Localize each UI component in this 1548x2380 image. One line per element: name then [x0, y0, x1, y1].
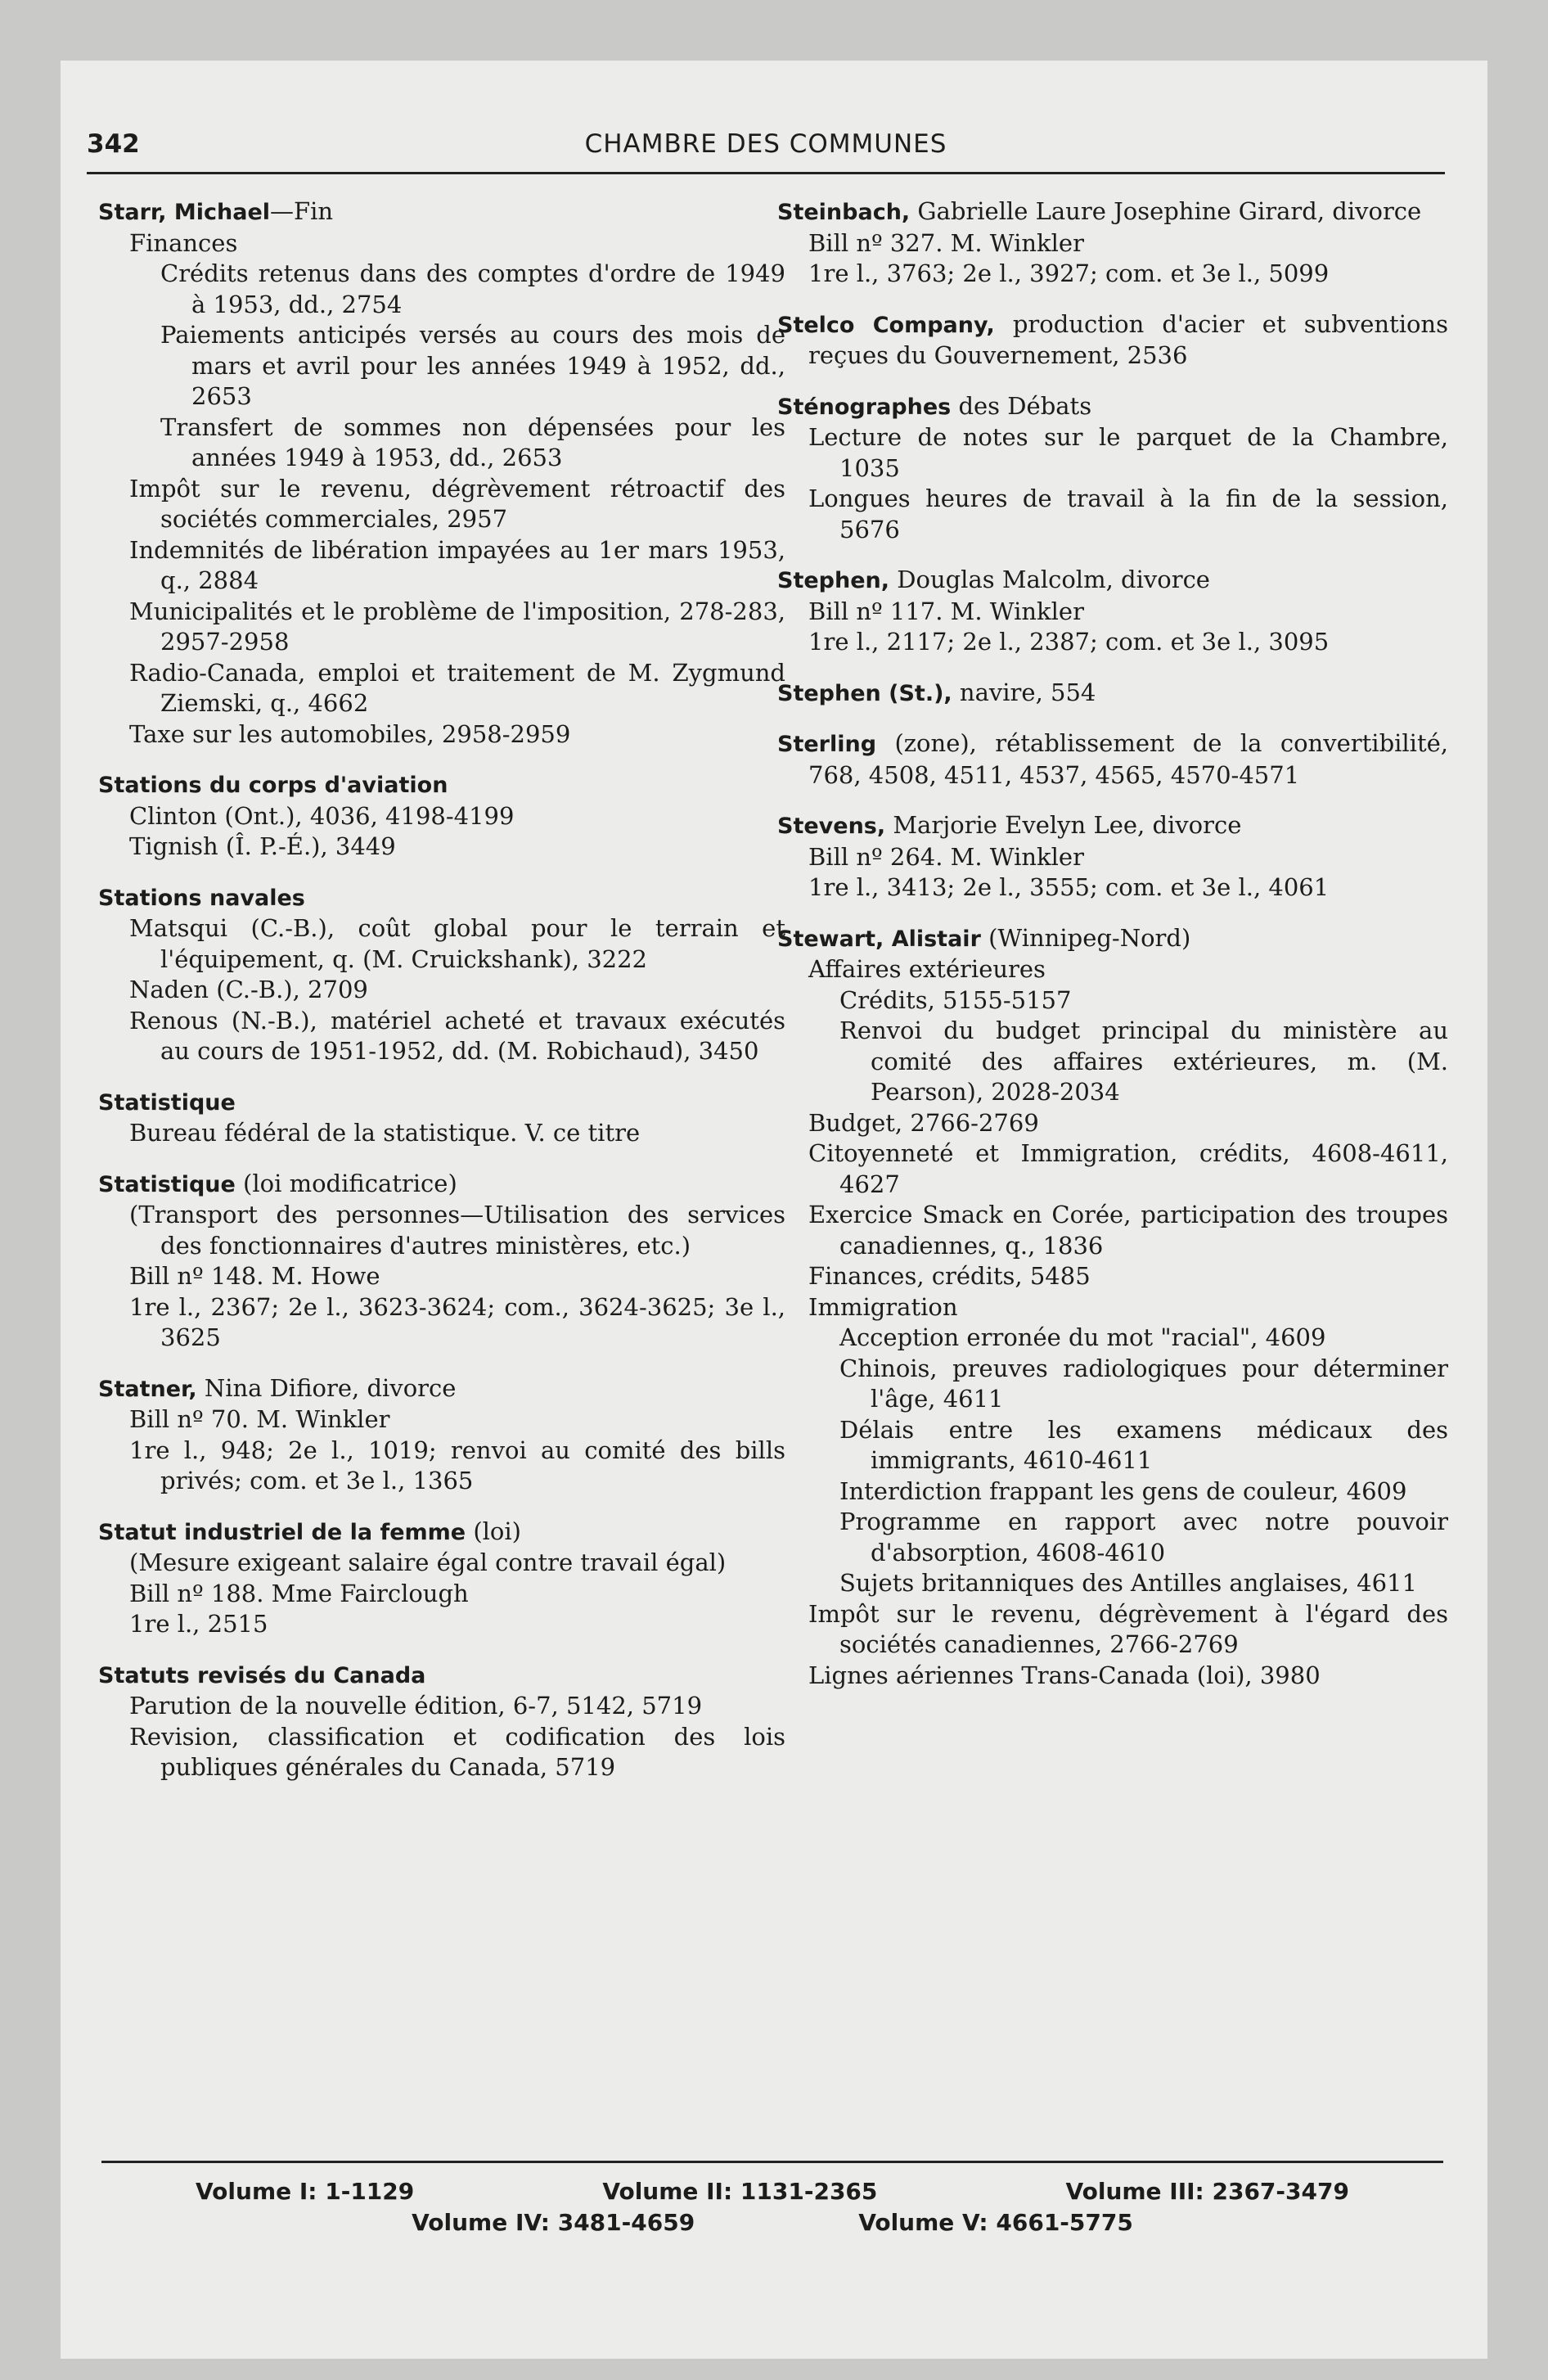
- entry-heading: [777, 196, 1448, 228]
- entry-text: (Winnipeg-Nord): [980, 923, 1191, 952]
- entry-subline: [98, 228, 785, 259]
- entry-head-term: Stephen,: [777, 568, 890, 593]
- entry-head-term: Statner,: [98, 1376, 197, 1402]
- entry-head-term: Steinbach,: [777, 200, 911, 225]
- entry-text: Bill nº 327. M. Winkler: [808, 228, 1084, 257]
- entry-head-term: Statistique: [98, 1171, 236, 1197]
- entry-subline: [98, 1200, 785, 1261]
- entry-subline: [777, 1261, 1448, 1292]
- entry-text: 1re l., 3413; 2e l., 3555; com. et 3e l., 4061: [808, 873, 1330, 901]
- entry-subline: [777, 1016, 1448, 1108]
- entry-text: 1re l., 3763; 2e l., 3927; com. et 3e l., 5099: [808, 259, 1330, 287]
- entry-text: Nina Difiore, divorce: [196, 1373, 457, 1402]
- entry-text: Crédits, 5155-5157: [839, 985, 1072, 1014]
- entry-subline: [98, 975, 785, 1006]
- entry-subline: [98, 597, 785, 658]
- entry-subline: [98, 1579, 785, 1610]
- entry-text: Crédits retenus dans des comptes d'ordre de 1949 à 1953, dd., 2754: [160, 259, 785, 318]
- entry-subline: [777, 954, 1448, 985]
- entry-text: 1re l., 2117; 2e l., 2387; com. et 3e l., 3095: [808, 628, 1330, 656]
- volume-range: Volume II: 1131-2365: [602, 2178, 878, 2205]
- entry-subline: [777, 1507, 1448, 1568]
- index-column-right: [777, 196, 1448, 1711]
- entry-heading: [777, 810, 1448, 842]
- index-entry: [98, 196, 785, 750]
- index-entry: [98, 769, 785, 863]
- index-entry: [777, 309, 1448, 372]
- entry-heading: [98, 882, 785, 914]
- entry-text: Immigration: [808, 1292, 958, 1321]
- entry-subline: [98, 1118, 785, 1149]
- entry-heading: [98, 1373, 785, 1405]
- page-number: 342: [87, 129, 140, 159]
- entry-text: Impôt sur le revenu, dégrèvement rétroactif des sociétés commerciales, 2957: [129, 474, 785, 533]
- index-column-left: [98, 196, 785, 1803]
- entry-subline: [98, 1292, 785, 1354]
- entry-subline: [98, 658, 785, 719]
- entry-text: Radio-Canada, emploi et traitement de M. Zygmund Ziemski, q., 4662: [129, 658, 785, 717]
- entry-text: Municipalités et le problème de l'imposition, 278-283, 2957-2958: [129, 597, 785, 656]
- entry-text: Renvoi du budget principal du ministère au comité des affaires extérieures, m. (M. Pearson), 2028-2034: [839, 1016, 1448, 1106]
- page-title: CHAMBRE DES COMMUNES: [584, 129, 947, 159]
- entry-subline: [777, 1568, 1448, 1599]
- entry-head-term: Statut industriel de la femme: [98, 1519, 466, 1545]
- entry-head-term: Stations navales: [98, 885, 305, 911]
- entry-subline: [777, 1292, 1448, 1323]
- entry-subline: [777, 627, 1448, 658]
- index-entry: [98, 1373, 785, 1497]
- entry-text: 1re l., 2515: [129, 1610, 268, 1638]
- entry-subline: [98, 412, 785, 474]
- entry-text: Lignes aériennes Trans-Canada (loi), 3980: [808, 1661, 1321, 1689]
- entry-heading: [98, 1517, 785, 1548]
- entry-subline: [777, 484, 1448, 545]
- entry-subline: [98, 832, 785, 863]
- entry-text: Naden (C.-B.), 2709: [129, 976, 368, 1003]
- volume-range: Volume IV: 3481-4659: [412, 2209, 695, 2236]
- entry-text: Finances, crédits, 5485: [808, 1262, 1091, 1290]
- index-entry: [777, 923, 1448, 1692]
- entry-heading: [98, 1169, 785, 1201]
- entry-head-term: Statuts revisés du Canada: [98, 1662, 426, 1688]
- entry-text: des Débats: [951, 391, 1092, 420]
- entry-text: Bill nº 264. M. Winkler: [808, 842, 1084, 871]
- entry-subline: [98, 1722, 785, 1783]
- entry-text: Renous (N.-B.), matériel acheté et travaux exécutés au cours de 1951-1952, dd. (M. Robichaud), 3450: [129, 1006, 785, 1065]
- entry-head-term: Stelco Company,: [777, 312, 995, 338]
- entry-subline: [777, 422, 1448, 484]
- entry-heading: [777, 678, 1448, 710]
- entry-text: 1re l., 948; 2e l., 1019; renvoi au comité des bills privés; com. et 3e l., 1365: [129, 1436, 785, 1494]
- entry-subline: [98, 913, 785, 975]
- entry-text: (loi): [466, 1517, 521, 1545]
- entry-subline: [777, 1661, 1448, 1692]
- index-entry: [98, 1169, 785, 1354]
- entry-subline: [98, 1548, 785, 1579]
- index-entry: [98, 882, 785, 1067]
- entry-subline: [98, 1006, 785, 1067]
- entry-text: Lecture de notes sur le parquet de la Chambre, 1035: [808, 423, 1448, 482]
- entry-text: Chinois, preuves radiologiques pour déterminer l'âge, 4611: [839, 1354, 1448, 1413]
- entry-subline: [777, 1200, 1448, 1261]
- entry-subline: [777, 1108, 1448, 1139]
- entry-subline: [98, 535, 785, 597]
- entry-subline: [98, 1436, 785, 1497]
- entry-heading: [777, 391, 1448, 423]
- entry-text: production d'acier et subventions reçues du Gouvernement, 2536: [808, 309, 1448, 369]
- entry-text: Bill nº 188. Mme Fairclough: [129, 1579, 469, 1607]
- entry-head-term: Stevens,: [777, 814, 886, 839]
- entry-subline: [98, 1261, 785, 1292]
- index-entry: [777, 810, 1448, 904]
- entry-heading: [98, 1087, 785, 1119]
- entry-subline: [777, 1415, 1448, 1476]
- volume-range: Volume I: 1-1129: [196, 2178, 415, 2205]
- entry-heading: [98, 1660, 785, 1692]
- entry-subline: [98, 719, 785, 751]
- entry-subline: [777, 259, 1448, 290]
- entry-subline: [777, 1476, 1448, 1508]
- entry-head-term: Stephen (St.),: [777, 680, 952, 706]
- entry-text: navire, 554: [952, 678, 1096, 706]
- index-entry: [777, 728, 1448, 791]
- entry-text: —Fin: [270, 197, 334, 225]
- entry-text: Bill nº 70. M. Winkler: [129, 1405, 390, 1433]
- entry-text: Longues heures de travail à la fin de la session, 5676: [808, 485, 1448, 543]
- entry-text: Indemnités de libération impayées au 1er mars 1953, q., 2884: [129, 535, 785, 594]
- index-entry: [98, 1660, 785, 1783]
- entry-text: Interdiction frappant les gens de couleur, 4609: [839, 1476, 1407, 1505]
- volume-footer: [101, 2161, 1443, 2238]
- entry-heading: [777, 728, 1448, 791]
- entry-subline: [777, 985, 1448, 1016]
- entry-text: Citoyenneté et Immigration, crédits, 4608-4611, 4627: [808, 1139, 1448, 1198]
- index-entry: [98, 1517, 785, 1640]
- entry-text: Taxe sur les automobiles, 2958-2959: [129, 719, 571, 748]
- entry-text: Délais entre les examens médicaux des immigrants, 4610-4611: [839, 1415, 1448, 1474]
- entry-text: Matsqui (C.-B.), coût global pour le terrain et l'équipement, q. (M. Cruickshank), 3222: [129, 914, 785, 973]
- volume-range: Volume III: 2367-3479: [1065, 2178, 1349, 2205]
- index-entry: [98, 1087, 785, 1149]
- entry-text: Tignish (Î. P.-É.), 3449: [129, 832, 396, 860]
- page-header: [87, 129, 1445, 174]
- entry-heading: [777, 923, 1448, 955]
- index-entry: [777, 565, 1448, 658]
- entry-text: Marjorie Evelyn Lee, divorce: [885, 811, 1242, 839]
- entry-subline: [777, 597, 1448, 628]
- entry-head-term: Statistique: [98, 1089, 236, 1116]
- entry-text: Exercice Smack en Corée, participation des troupes canadiennes, q., 1836: [808, 1201, 1448, 1260]
- entry-text: Acception erronée du mot "racial", 4609: [839, 1323, 1326, 1351]
- entry-text: Gabrielle Laure Josephine Girard, divorce: [910, 197, 1422, 225]
- entry-text: Paiements anticipés versés au cours des mois de mars et avril pour les années 1949 à 1952, dd., 2653: [160, 321, 785, 410]
- entry-head-term: Stewart, Alistair: [777, 926, 981, 952]
- entry-head-term: Sterling: [777, 732, 877, 757]
- entry-text: Programme en rapport avec notre pouvoir d'absorption, 4608-4610: [839, 1508, 1448, 1566]
- entry-text: Douglas Malcolm, divorce: [889, 566, 1210, 593]
- index-entry: [777, 196, 1448, 290]
- entry-subline: [98, 320, 785, 412]
- entry-text: (loi modificatrice): [235, 1169, 457, 1197]
- entry-text: Finances: [129, 228, 238, 257]
- entry-text: Parution de la nouvelle édition, 6-7, 5142, 5719: [129, 1692, 703, 1720]
- entry-subline: [777, 1599, 1448, 1661]
- footer-divider: [101, 2161, 1443, 2163]
- entry-subline: [98, 1404, 785, 1436]
- entry-subline: [777, 842, 1448, 873]
- entry-text: 1re l., 2367; 2e l., 3623-3624; com., 3624-3625; 3e l., 3625: [129, 1292, 785, 1351]
- entry-subline: [777, 228, 1448, 259]
- entry-subline: [98, 801, 785, 832]
- volume-range: Volume V: 4661-5775: [858, 2209, 1133, 2236]
- entry-subline: [98, 1609, 785, 1640]
- entry-text: Bureau fédéral de la statistique. V. ce titre: [129, 1119, 641, 1147]
- entry-text: Bill nº 117. M. Winkler: [808, 597, 1084, 625]
- entry-subline: [777, 1354, 1448, 1415]
- entry-text: (Mesure exigeant salaire égal contre travail égal): [129, 1548, 727, 1576]
- entry-subline: [98, 474, 785, 535]
- entry-subline: [777, 1138, 1448, 1200]
- entry-heading: [98, 769, 785, 801]
- index-entry: [777, 391, 1448, 546]
- entry-heading: [777, 565, 1448, 597]
- entry-heading: [98, 196, 785, 228]
- entry-text: Budget, 2766-2769: [808, 1108, 1039, 1137]
- entry-text: Impôt sur le revenu, dégrèvement à l'égard des sociétés canadiennes, 2766-2769: [808, 1599, 1448, 1658]
- entry-subline: [777, 1323, 1448, 1354]
- entry-text: (zone), rétablissement de la convertibilité, 768, 4508, 4511, 4537, 4565, 4570-4571: [808, 729, 1448, 789]
- entry-head-term: Sténographes: [777, 394, 952, 420]
- entry-text: Bill nº 148. M. Howe: [129, 1262, 380, 1290]
- entry-head-term: Stations du corps d'aviation: [98, 773, 448, 798]
- entry-text: Revision, classification et codification des lois publiques générales du Canada, 5719: [129, 1722, 785, 1781]
- entry-text: Sujets britanniques des Antilles anglaises, 4611: [839, 1569, 1417, 1597]
- entry-text: Affaires extérieures: [808, 955, 1046, 983]
- entry-subline: [98, 1691, 785, 1722]
- entry-text: Transfert de sommes non dépensées pour les années 1949 à 1953, dd., 2653: [160, 412, 785, 471]
- entry-heading: [777, 309, 1448, 372]
- entry-subline: [98, 259, 785, 320]
- entry-text: Clinton (Ont.), 4036, 4198-4199: [129, 801, 515, 830]
- entry-head-term: Starr, Michael: [98, 200, 271, 225]
- index-entry: [777, 678, 1448, 710]
- entry-text: (Transport des personnes—Utilisation des services des fonctionnaires d'autres ministères, etc.): [129, 1201, 785, 1260]
- entry-subline: [777, 872, 1448, 904]
